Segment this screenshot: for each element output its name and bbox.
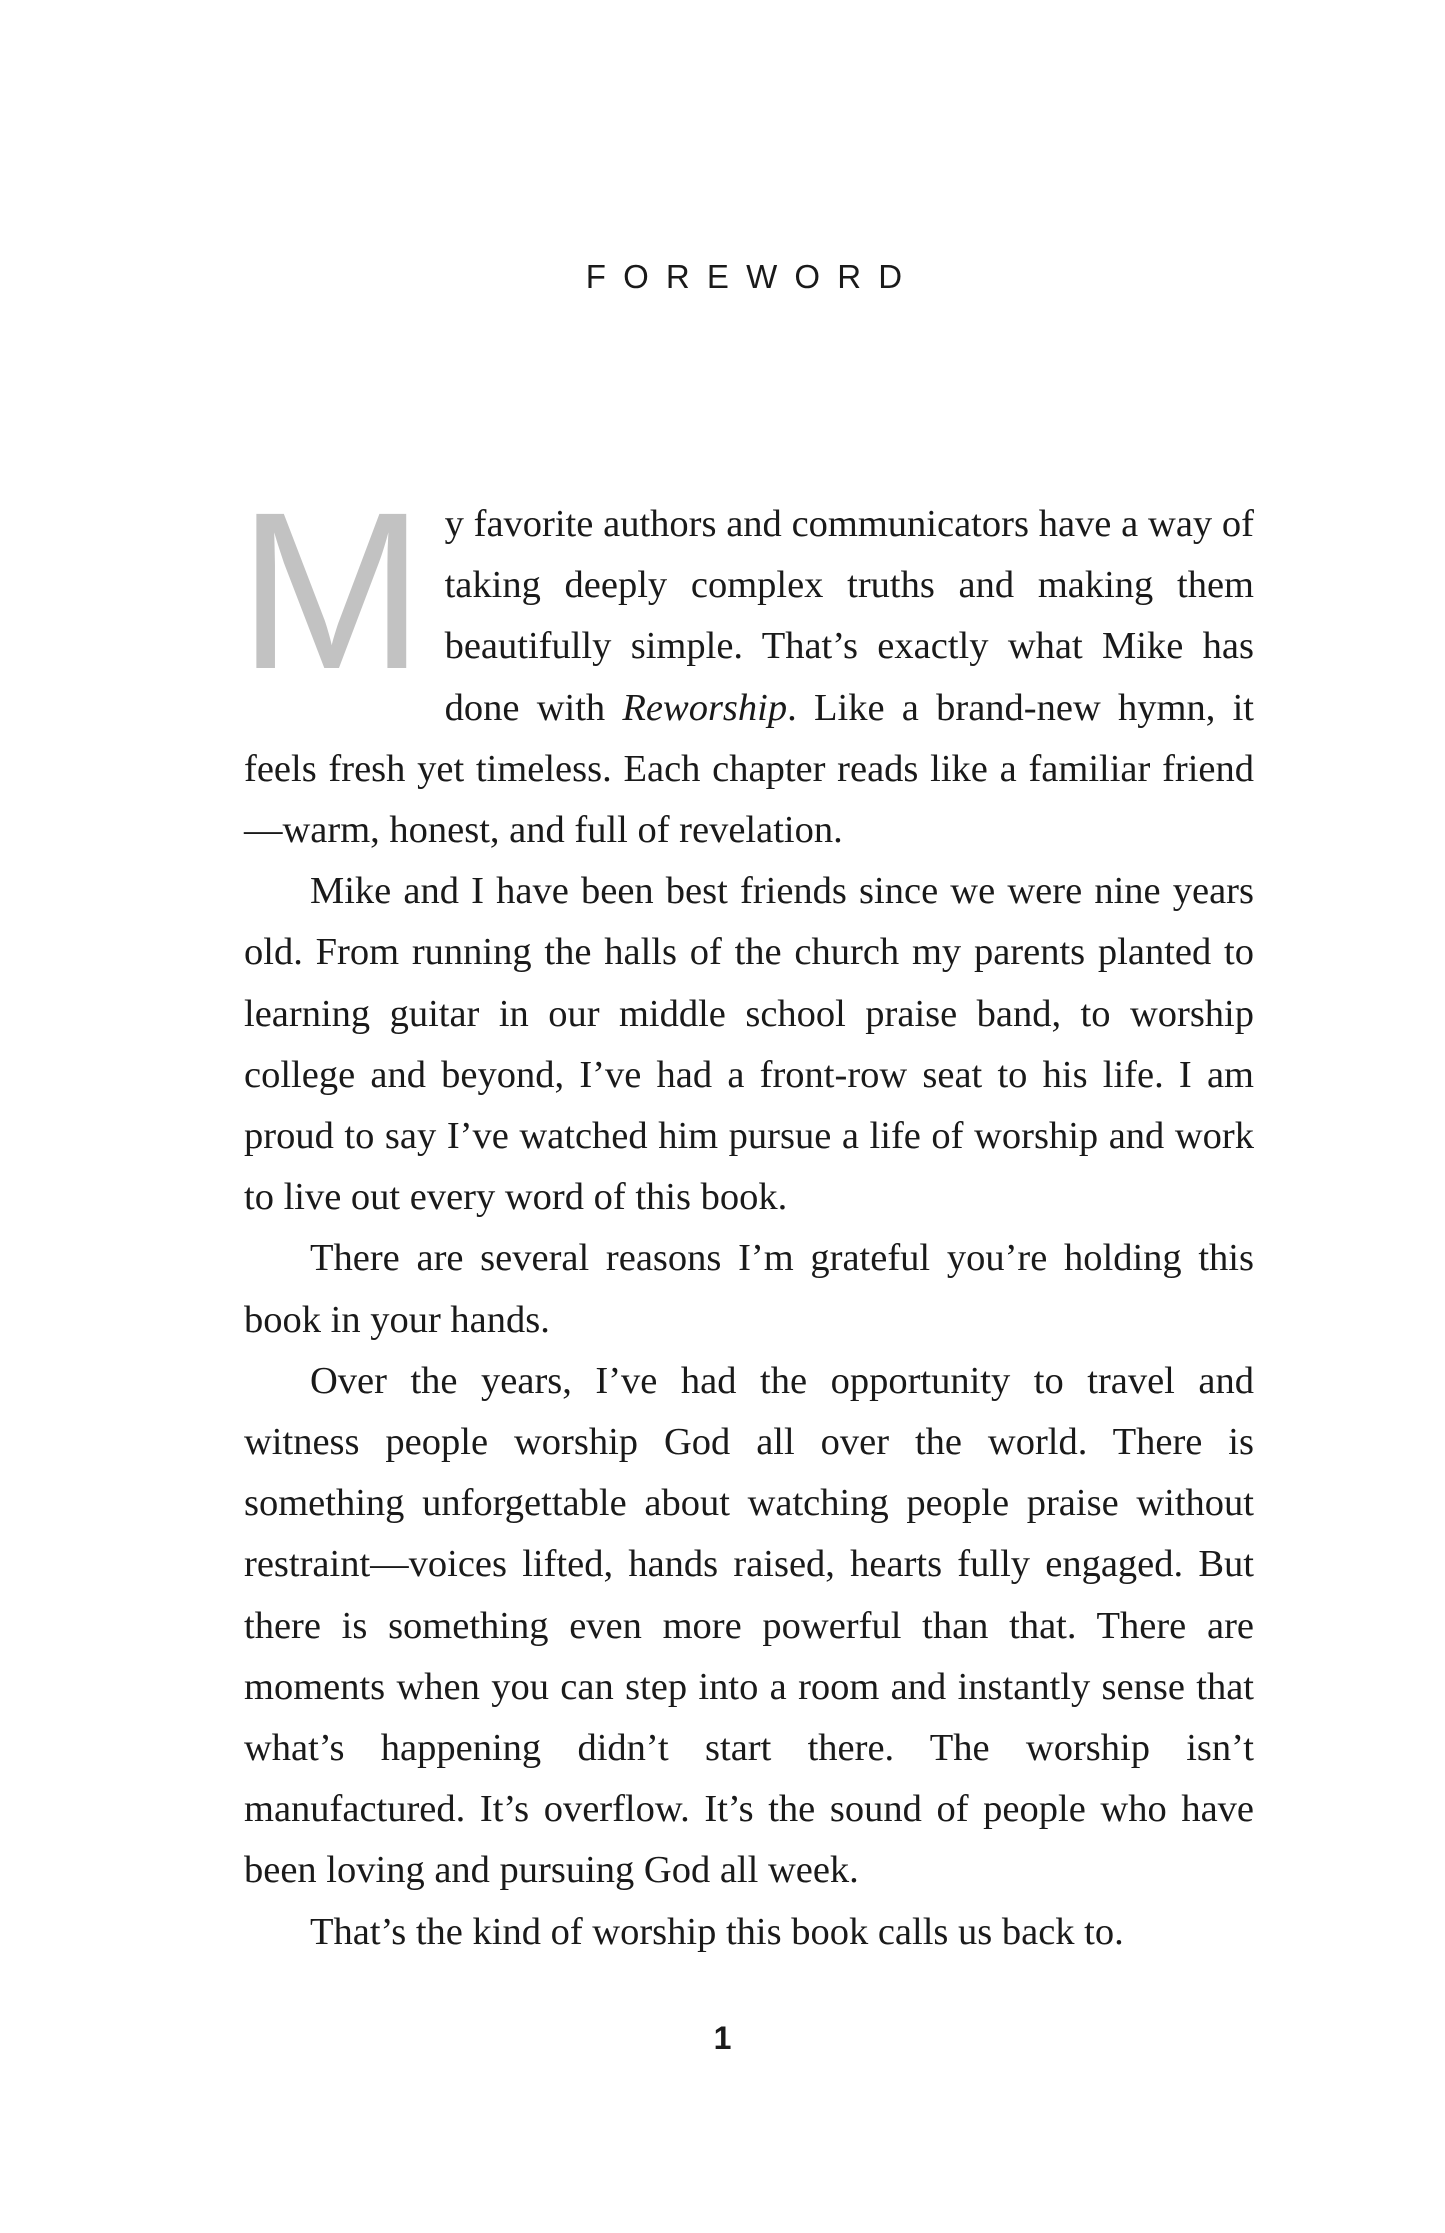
paragraph-1-text: y favorite authors and communicators have a way of taking deeply complex truths and making them beautifully simple. That’s exactly what Mike has done with [444,503,1254,729]
paragraph-5: That’s the kind of worship this book calls us back to. [310,1910,1124,1953]
paragraph-1 [238,466,1254,861]
drop-cap: M [238,466,425,716]
page-number: 1 [713,2020,732,2056]
paragraph-2: Mike and I have been best friends since we were nine years old. From running the halls of the church my parents planted to learning guitar in our middle school praise band, to worship college and beyond, I’ve had a front-row seat to his life. I am proud to say I’ve watched him pursue a life of worship and work to live out every word of this book. [244,870,1254,1219]
body-text [238,466,1254,1963]
paragraph-1-text-continued: . Like a brand-new hymn, it feels fresh yet timeless. Each chapter reads like a familiar friend—warm, honest, and full of revelation. [244,686,1254,852]
paragraph-4: Over the years, I’ve had the opportunity to travel and witness people worship God all over the world. There is something unforgettable about watching people praise without restraint—voices lifted, hands raised, hearts fully engaged. But there is something even more powerful than that. There are moments when you can step into a room and instantly sense that what’s happening didn’t start there. The worship isn’t manufactured. It’s overflow. It’s the sound of people who have been loving and pursuing God all week. [244,1359,1254,1892]
book-title: Reworship [622,686,788,729]
paragraph-3: There are several reasons I’m grateful you’re holding this book in your hands. [244,1237,1254,1341]
chapter-heading: FOREWORD [585,258,920,295]
